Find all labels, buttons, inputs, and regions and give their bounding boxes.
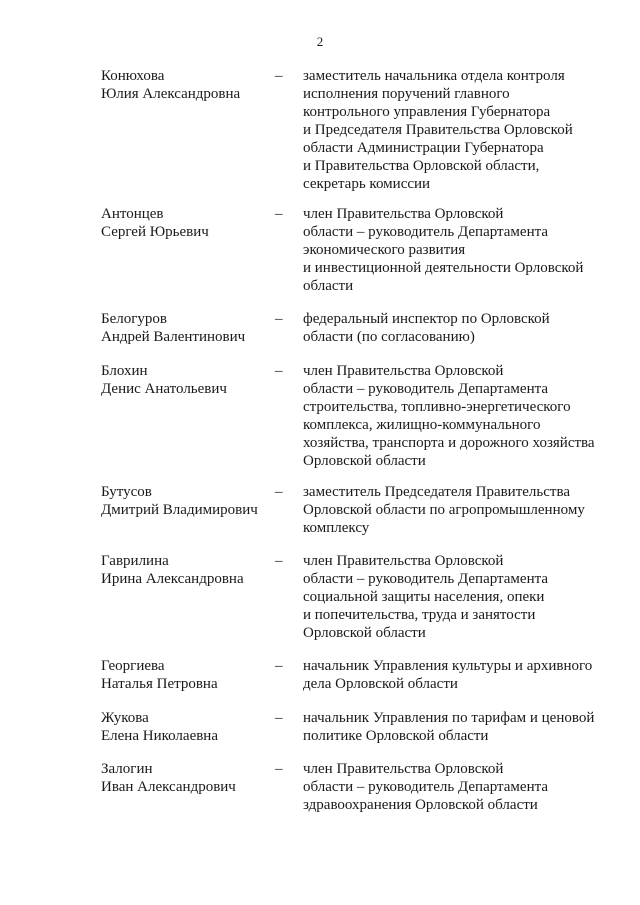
separator-dash: –	[275, 206, 283, 222]
role-line: и инвестиционной деятельности Орловской	[303, 260, 584, 276]
role-line: контрольного управления Губернатора	[303, 104, 551, 120]
member-given-names: Дмитрий Владимирович	[101, 502, 258, 518]
role-line: хозяйства, транспорта и дорожного хозяйства	[303, 435, 595, 451]
role-line: области (по согласованию)	[303, 329, 475, 345]
role-line: федеральный инспектор по Орловской	[303, 311, 550, 327]
role-line: строительства, топливно-энергетического	[303, 399, 571, 415]
separator-dash: –	[275, 484, 283, 500]
role-line: и Председателя Правительства Орловской	[303, 122, 573, 138]
member-role	[303, 310, 608, 346]
page-number: 2	[316, 34, 324, 49]
separator-dash: –	[275, 710, 283, 726]
member-name	[101, 362, 271, 398]
member-given-names: Юлия Александровна	[101, 86, 241, 102]
member-role	[303, 709, 608, 745]
role-line: член Правительства Орловской	[303, 206, 504, 222]
role-line: области	[303, 278, 354, 294]
member-surname: Блохин	[101, 363, 148, 379]
role-line: комплексу	[303, 520, 370, 536]
role-line: комплекса, жилищно-коммунального	[303, 417, 541, 433]
role-line: политике Орловской области	[303, 728, 489, 744]
member-name	[101, 483, 271, 519]
role-line: Орловской области	[303, 453, 426, 469]
member-given-names: Денис Анатольевич	[101, 381, 227, 397]
member-given-names: Сергей Юрьевич	[101, 224, 209, 240]
role-line: дела Орловской области	[303, 676, 458, 692]
member-role	[303, 362, 608, 470]
member-surname: Антонцев	[101, 206, 164, 222]
member-role	[303, 552, 608, 642]
member-given-names: Андрей Валентинович	[101, 329, 246, 345]
role-line: области – руководитель Департамента	[303, 779, 548, 795]
member-role	[303, 205, 608, 295]
member-name	[101, 552, 271, 588]
role-line: член Правительства Орловской	[303, 363, 504, 379]
separator-dash: –	[275, 553, 283, 569]
role-line: области – руководитель Департамента	[303, 381, 548, 397]
role-line: секретарь комиссии	[303, 176, 431, 192]
member-name	[101, 657, 271, 693]
member-surname: Бутусов	[101, 484, 152, 500]
member-name	[101, 310, 271, 346]
role-line: и Правительства Орловской области,	[303, 158, 540, 174]
role-line: социальной защиты населения, опеки	[303, 589, 545, 605]
member-given-names: Наталья Петровна	[101, 676, 218, 692]
member-surname: Конюхова	[101, 68, 165, 84]
separator-dash: –	[275, 363, 283, 379]
member-role	[303, 67, 608, 193]
member-surname: Гаврилина	[101, 553, 169, 569]
member-name	[101, 709, 271, 745]
role-line: исполнения поручений главного	[303, 86, 510, 102]
role-line: член Правительства Орловской	[303, 553, 504, 569]
member-given-names: Ирина Александровна	[101, 571, 244, 587]
role-line: области – руководитель Департамента	[303, 224, 548, 240]
role-line: начальник Управления по тарифам и ценовой	[303, 710, 595, 726]
role-line: Орловской области по агропромышленному	[303, 502, 585, 518]
role-line: заместитель Председателя Правительства	[303, 484, 571, 500]
member-name	[101, 760, 271, 796]
separator-dash: –	[275, 311, 283, 327]
separator-dash: –	[275, 68, 283, 84]
member-surname: Белогуров	[101, 311, 167, 327]
role-line: экономического развития	[303, 242, 466, 258]
member-name	[101, 67, 271, 103]
member-given-names: Иван Александрович	[101, 779, 236, 795]
member-given-names: Елена Николаевна	[101, 728, 218, 744]
separator-dash: –	[275, 761, 283, 777]
member-surname: Залогин	[101, 761, 153, 777]
role-line: здравоохранения Орловской области	[303, 797, 538, 813]
separator-dash: –	[275, 658, 283, 674]
member-role	[303, 657, 608, 693]
role-line: и попечительства, труда и занятости	[303, 607, 536, 623]
role-line: начальник Управления культуры и архивного	[303, 658, 593, 674]
role-line: заместитель начальника отдела контроля	[303, 68, 565, 84]
member-surname: Георгиева	[101, 658, 165, 674]
member-surname: Жукова	[101, 710, 149, 726]
role-line: член Правительства Орловской	[303, 761, 504, 777]
role-line: области Администрации Губернатора	[303, 140, 544, 156]
member-name	[101, 205, 271, 241]
member-role	[303, 760, 608, 814]
member-role	[303, 483, 608, 537]
role-line: области – руководитель Департамента	[303, 571, 548, 587]
role-line: Орловской области	[303, 625, 426, 641]
